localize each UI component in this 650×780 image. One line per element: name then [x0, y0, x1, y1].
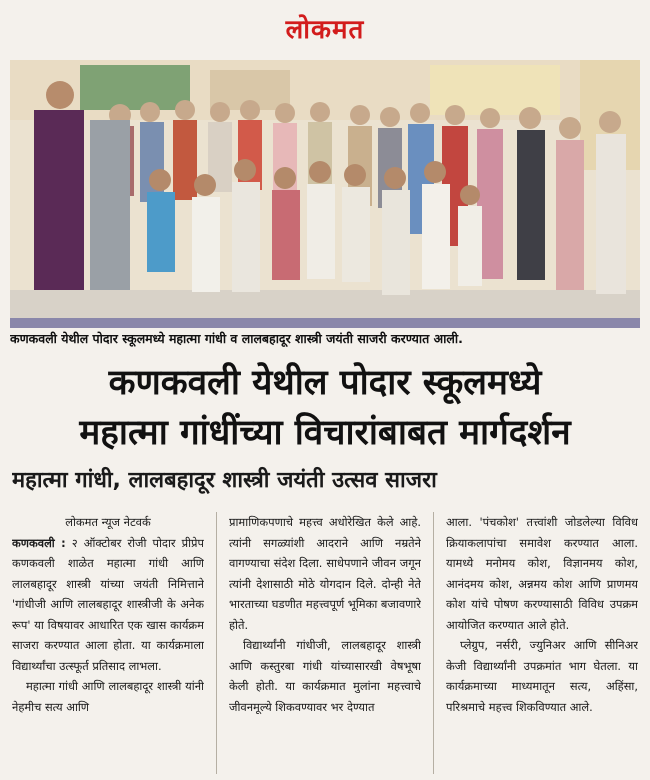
column-3: [446, 512, 638, 774]
masthead: [0, 8, 650, 48]
paragraph: प्रामाणिकपणाचे महत्त्व अधोरेखित केले आहे. त्यांनी सगळ्यांशी आदराने आणि नम्रतेने वागण्याचा संदेश दिला. साधेपणाने जीवन जगून त्यांनी देशासाठी मोठे योगदान दिले. दोन्ही नेते भारताच्या घडणीत महत्त्वपूर्ण भूमिका बजावणारे होते.: [229, 515, 421, 632]
headline-line-1: कणकवली येथील पोदार स्कूलमध्ये: [108, 363, 542, 403]
news-photo: [10, 60, 640, 328]
paragraph-text: २ ऑक्टोबर रोजी पोदार प्रीप्रेप कणकवली शाळेत महात्मा गांधी आणि लालबहादूर शास्त्री यांच्या जयंती निमित्ताने 'गांधीजी आणि लालबहादूर शास्त्रीजी के अनेक रूप' या विषयावर आधारित एक खास कार्यक्रम साजरा करण्यात आला होता. या कार्यक्रमाला विद्यार्थ्यांचा उत्स्फूर्त प्रतिसाद लाभला.: [12, 535, 204, 673]
column-1: [12, 512, 204, 774]
lokmat-logo: लोकमत: [285, 15, 365, 45]
column-2: [229, 512, 421, 774]
paragraph: महात्मा गांधी आणि लालबहादूर शास्त्री यांनी नेहमीच सत्य आणि: [12, 679, 204, 714]
subheadline: महात्मा गांधी, लालबहादूर शास्त्री जयंती उत्सव साजरा: [12, 468, 437, 493]
headline-line-2: महात्मा गांधींच्या विचारांबाबत मार्गदर्शन: [79, 413, 571, 453]
dateline: कणकवली :: [12, 535, 66, 550]
paragraph: प्लेग्रुप, नर्सरी, ज्युनिअर आणि सीनिअर केजी विद्यार्थ्यांनी उपक्रमांत भाग घेतला. या कार्यक्रमाच्या माध्यमातून सत्य, अहिंसा, परिश्रमाचे महत्त्व शिकविण्यात आले.: [446, 638, 638, 714]
byline: लोकमत न्यूज नेटवर्क: [65, 515, 151, 529]
paragraph: विद्यार्थ्यांनी गांधीजी, लालबहादूर शास्त्री आणि कस्तुरबा गांधी यांच्यासारखी वेषभूषा केली होती. या कार्यक्रमात मुलांना महत्त्वाचे जीवनमूल्ये शिकवण्यावर भर देण्यात: [229, 638, 421, 714]
article-body: [12, 512, 638, 774]
headline: [12, 358, 638, 458]
column-divider: [216, 512, 217, 774]
column-divider: [433, 512, 434, 774]
group-photo-illustration: [10, 60, 640, 328]
paragraph: आला. 'पंचकोश' तत्त्वांशी जोडलेल्या विविध क्रियाकलापांचा समावेश करण्यात आला. यामध्ये मनोमय कोश, विज्ञानमय कोश, आनंदमय कोश, अन्नमय कोश आणि प्राणमय कोश यांचे पोषण करण्यासाठी विविध उपक्रम आयोजित करण्यात आले होते.: [446, 515, 638, 632]
photo-caption: कणकवली येथील पोदार स्कूलमध्ये महात्मा गांधी व लालबहादूर शास्त्री जयंती साजरी करण्यात आली.: [10, 331, 463, 346]
paragraph: [12, 533, 204, 677]
